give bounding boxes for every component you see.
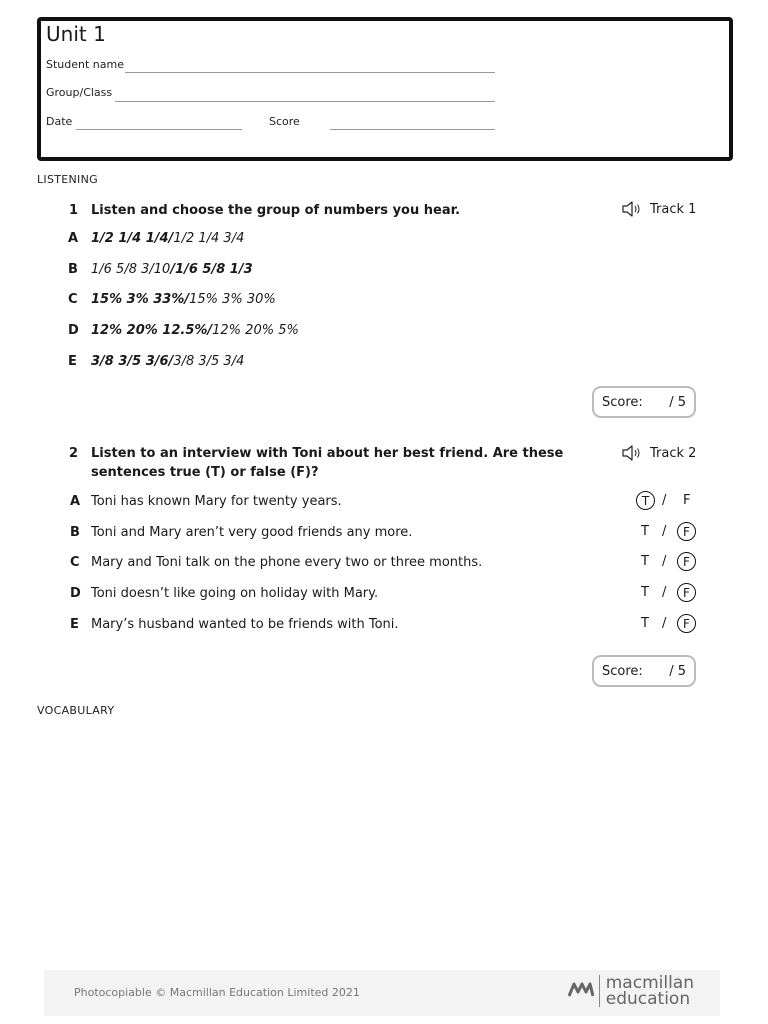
option-italic-part: 12% 20% 5% [212,323,299,338]
listening-heading: LISTENING [37,173,98,186]
q2-score-total: / 5 [669,663,686,679]
true-false-choice[interactable] [636,614,696,636]
q1-score-box [592,386,696,418]
statement-b: Toni and Mary aren’t very good friends any more. [91,525,413,540]
item-letter: A [70,494,81,509]
speaker-icon [621,444,643,462]
true-option[interactable]: T [636,491,655,510]
option-letter: A [68,231,79,246]
student-name-line[interactable] [125,72,495,73]
option-italic-part: 1/2 1/4 3/4 [173,231,245,246]
option-bold-part: 15% 3% 33%/ [91,292,190,307]
option-letter: C [68,292,78,307]
false-option[interactable]: F [677,552,696,571]
statement-d: Toni doesn’t like going on holiday with Mary. [91,586,379,601]
true-option[interactable]: T [641,585,649,600]
option-d[interactable] [91,323,299,338]
false-option[interactable]: F [677,522,696,541]
track-2-label: Track 2 [650,445,697,461]
macmillan-logo-icon [568,980,594,1002]
footer [44,970,720,1016]
true-option[interactable]: T [641,616,649,631]
date-label: Date [46,115,73,128]
question-2-number: 2 [69,446,79,461]
option-c[interactable] [91,292,276,307]
score-line[interactable] [330,129,495,130]
true-option[interactable]: T [641,554,649,569]
student-info-box [37,17,733,161]
question-2-text-line-2: sentences true (T) or false (F)? [91,465,319,480]
true-option[interactable]: T [641,524,649,539]
item-letter: C [70,555,80,570]
date-line[interactable] [76,129,242,130]
option-bold-part: 3/8 3/5 3/6/ [91,354,174,369]
copyright-text: Photocopiable © Macmillan Education Limited 2021 [74,986,360,999]
false-option[interactable]: F [677,583,696,602]
question-1-text: Listen and choose the group of numbers you hear. [91,203,461,218]
track-2[interactable] [621,444,696,462]
option-b[interactable] [91,262,253,277]
option-italic-part: 15% 3% 30% [189,292,276,307]
item-letter: B [70,525,80,540]
macmillan-logo [568,975,694,1007]
option-e[interactable] [91,354,244,369]
option-a[interactable] [91,231,244,246]
option-bold-part: /1/6 5/8 1/3 [170,262,253,277]
tf-separator: / [662,585,667,600]
speaker-icon [621,200,643,218]
track-1[interactable] [621,200,696,218]
false-option[interactable]: F [677,614,696,633]
option-italic-part: 1/6 5/8 3/10 [91,262,171,277]
false-option[interactable]: F [683,493,691,508]
tf-separator: / [662,493,667,508]
brand-line-2: education [605,989,691,1009]
item-letter: D [70,586,81,601]
group-class-label: Group/Class [46,86,113,99]
option-letter: E [68,354,77,369]
q2-score-box [592,655,696,687]
item-letter: E [70,617,79,632]
brand-line-1: macmillan [605,973,694,993]
true-false-choice[interactable] [636,491,696,513]
true-false-choice[interactable] [636,522,696,544]
question-2-text-line-1: Listen to an interview with Toni about her best friend. Are these [91,446,564,461]
true-false-choice[interactable] [636,583,696,605]
track-1-label: Track 1 [650,201,697,217]
option-italic-part: 3/8 3/5 3/4 [173,354,245,369]
tf-separator: / [662,616,667,631]
option-letter: D [68,323,79,338]
q1-score-label: Score: [602,394,643,410]
option-letter: B [68,262,78,277]
true-false-choice[interactable] [636,552,696,574]
option-bold-part: 12% 20% 12.5%/ [91,323,213,338]
q1-score-total: / 5 [669,394,686,410]
question-1-number: 1 [69,203,79,218]
option-bold-part: 1/2 1/4 1/4/ [91,231,174,246]
unit-title: Unit 1 [46,22,106,46]
statement-e: Mary’s husband wanted to be friends with Toni. [91,617,399,632]
vocabulary-heading: VOCABULARY [37,704,115,717]
score-label: Score [269,115,300,128]
tf-separator: / [662,554,667,569]
statement-c: Mary and Toni talk on the phone every two or three months. [91,555,483,570]
tf-separator: / [662,524,667,539]
statement-a: Toni has known Mary for twenty years. [91,494,342,509]
student-name-label: Student name [46,58,124,71]
group-class-line[interactable] [115,101,495,102]
q2-score-label: Score: [602,663,643,679]
